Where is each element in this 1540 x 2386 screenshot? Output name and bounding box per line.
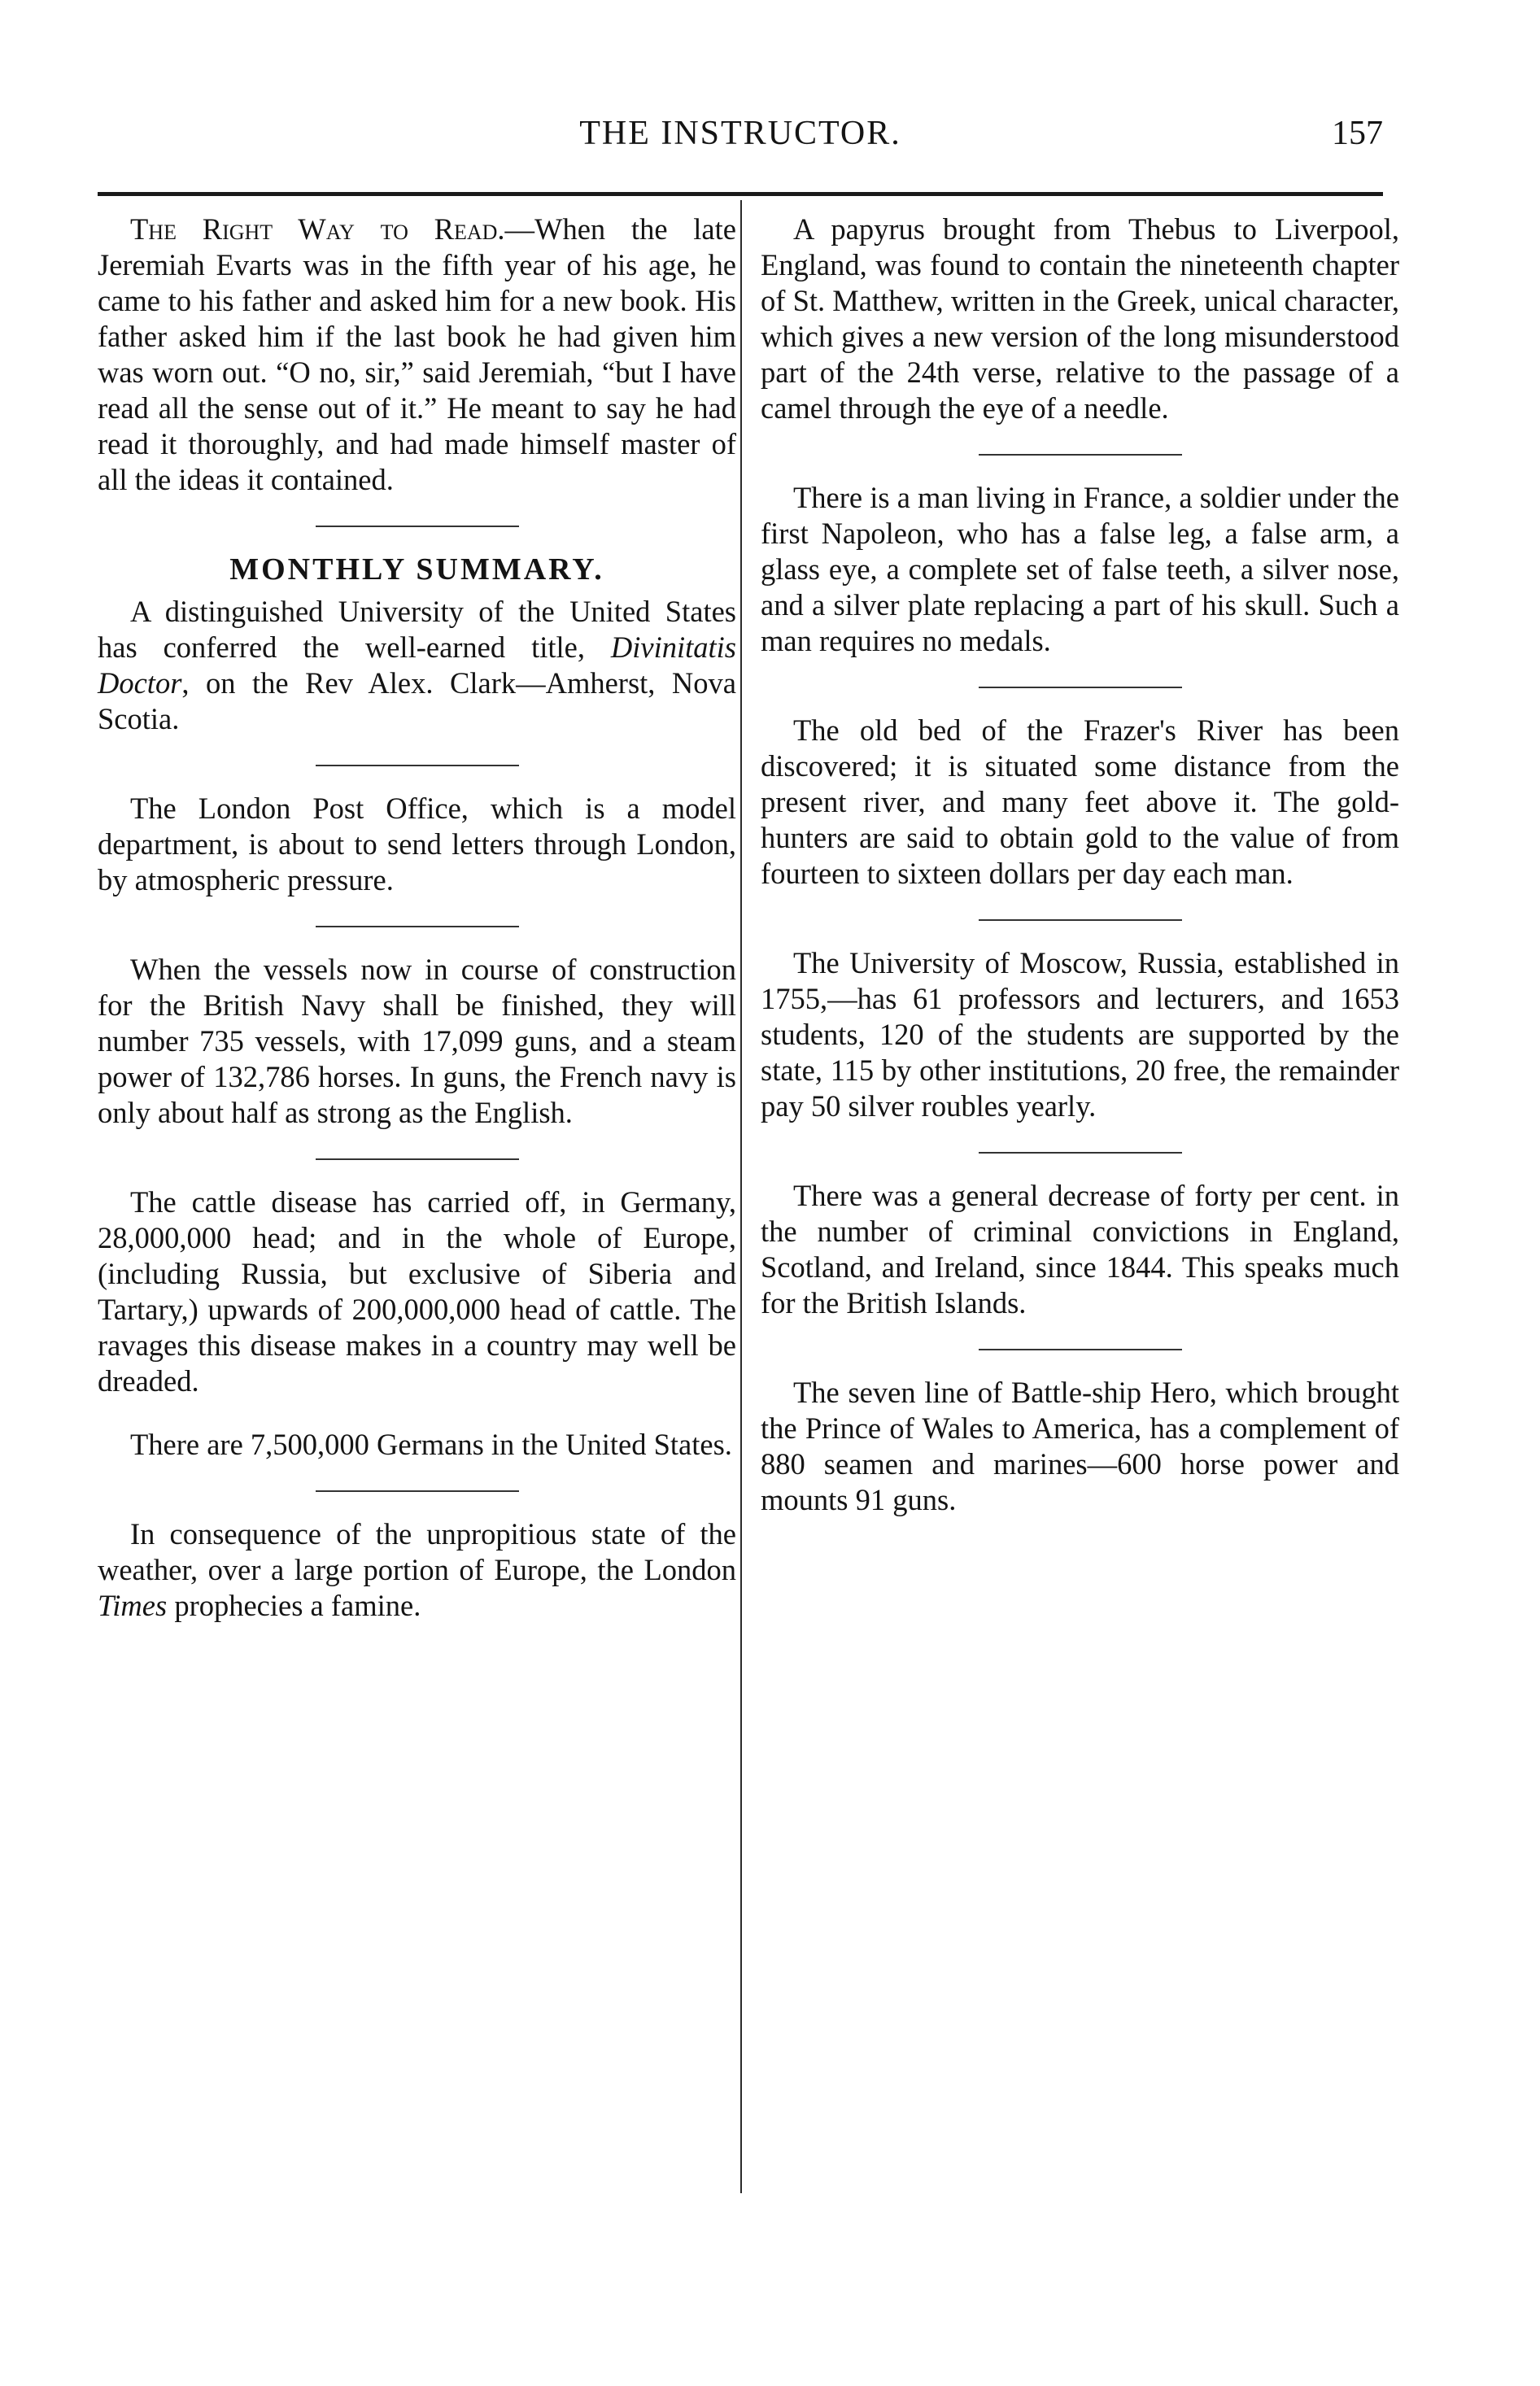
summary-item-university-moscow: The University of Moscow, Russia, established in 1755,—has 61 professors and lecturers, and 1653 students, 120 of the students are supported by the state, 115 by other institutions, 20 free, the remainder pay 50 silver roubles yearly. [761,946,1399,1123]
page-number: 157 [1332,115,1383,152]
summary-item-british-navy: When the vessels now in course of construction for the British Navy shall be finished, they will number 735 vessels, with 17,099 guns, and a steam power of 132,786 horses. In guns, the French navy is only about half as strong as the English. [98,953,736,1129]
separator-rule [979,454,1182,456]
summary-item-cattle-disease: The cattle disease has carried off, in Germany, 28,000,000 head; and in the whole of Europe, (including Russia, but exclusive of Siberia and Tartary,) upwards of 200,000,000 head of cattle. The ravages this disease makes in a country may well be dreaded. [98,1185,736,1398]
summary-item-frazer-river: The old bed of the Frazer's River has been discovered; it is situated some distance from the present river, and many feet above it. The gold-hunters are said to obtain gold to the value of from fourteen to sixteen dollars per day each man. [761,713,1399,890]
text-segment: prophecies a famine. [167,1589,421,1622]
article-body: —When the late Jeremiah Evarts was in the fifth year of his age, he came to his father and asked him for a new book. His father asked him if the last book he had given him was worn out. “O no, sir,” said Jeremiah, “but I have read all the sense out of it.” He meant to say he had read it thoroughly, and had made himself master of all the ideas it contained. [98,212,736,496]
italic-segment: Times [98,1589,168,1622]
italic-segment: Divinitatis Doctor [98,630,736,700]
page-header [98,114,1383,163]
summary-item-famine [98,1516,736,1624]
section-heading: MONTHLY SUMMARY. [229,552,604,587]
separator-rule [316,1158,519,1160]
text-segment: , on the Rev Alex. Clark—Amherst, Nova Scotia. [98,666,736,735]
running-title: THE INSTRUCTOR. [579,115,901,152]
article-right-way-to-read [98,212,736,498]
separator-rule [979,687,1182,688]
separator-rule [316,765,519,766]
summary-item-post-office: The London Post Office, which is a model department, is about to send letters through London, by atmospheric pressure. [98,792,736,896]
separator-rule [316,926,519,927]
article-title: The Right Way to Read. [130,212,505,246]
separator-rule [316,1490,519,1492]
separator-rule [979,919,1182,921]
summary-item-papyrus: A papyrus brought from Thebus to Liverpool, England, was found to contain the nineteenth chapter of St. Matthew, written in the Greek, unical character, which gives a new version of the long misunderstood part of the 24th verse, relative to the passage of a camel through the eye of a needle. [761,212,1399,425]
summary-item-french-soldier: There is a man living in France, a soldier under the first Napoleon, who has a false leg, a false arm, a glass eye, a complete set of false teeth, a silver nose, and a silver plate replacing a part of his skull. Such a man requires no medals. [761,481,1399,657]
summary-item-germans: There are 7,500,000 Germans in the United States. [130,1428,732,1461]
column-divider [740,200,742,2193]
text-segment: A distinguished University of the United States has conferred the well-earned title, [98,595,736,664]
separator-rule [316,526,519,527]
summary-item-criminal-convictions: There was a general decrease of forty per cent. in the number of criminal convictions in England, Scotland, and Ireland, since 1844. This speaks much for the British Islands. [761,1179,1399,1319]
separator-rule [979,1349,1182,1350]
left-column [98,212,736,1651]
header-rule [98,192,1383,196]
text-segment: In consequence of the unpropitious state of the weather, over a large portion of Europe, the London [98,1517,736,1586]
summary-item-university-title [98,594,736,737]
separator-rule [979,1152,1182,1154]
right-column [761,212,1399,1546]
summary-item-battle-ship-hero: The seven line of Battle-ship Hero, which brought the Prince of Wales to America, has a complement of 880 seamen and marines—600 horse power and mounts 91 guns. [761,1376,1399,1516]
